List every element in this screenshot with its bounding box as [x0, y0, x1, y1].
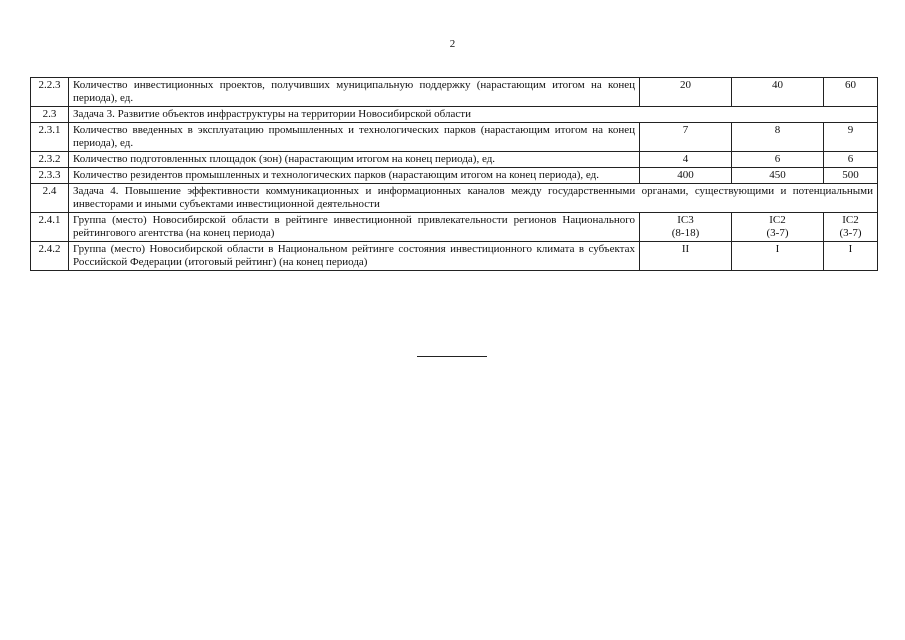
row-number: 2.3.2 [31, 152, 69, 168]
indicator-value: I [732, 242, 824, 271]
row-number: 2.3.1 [31, 123, 69, 152]
indicator-description: Количество резидентов промышленных и технологических парков (нарастающим итогом на конец периода), ед. [69, 168, 640, 184]
indicator-value: 6 [824, 152, 878, 168]
row-number: 2.3.3 [31, 168, 69, 184]
table-row [31, 168, 878, 184]
indicator-value: 40 [732, 78, 824, 107]
table-row [31, 107, 878, 123]
indicator-description: Группа (место) Новосибирской области в рейтинге инвестиционной привлекательности регионов Национального рейтингового агентства (на конец периода) [69, 213, 640, 242]
indicator-value: 60 [824, 78, 878, 107]
indicator-value: 7 [640, 123, 732, 152]
indicator-description: Количество инвестиционных проектов, получивших муниципальную поддержку (нарастающим итогом на конец периода), ед. [69, 78, 640, 107]
indicator-value: II [640, 242, 732, 271]
indicator-value: 20 [640, 78, 732, 107]
row-number: 2.4 [31, 184, 69, 213]
indicator-value: 9 [824, 123, 878, 152]
row-number: 2.3 [31, 107, 69, 123]
indicator-value: IC3 (8-18) [640, 213, 732, 242]
indicator-value: 8 [732, 123, 824, 152]
table-row [31, 184, 878, 213]
page-number: 2 [449, 38, 456, 50]
indicator-value: 400 [640, 168, 732, 184]
table-row [31, 123, 878, 152]
indicator-description: Группа (место) Новосибирской области в Национальном рейтинге состояния инвестиционного климата в субъектах Российской Федерации (итоговый рейтинг) (на конец периода) [69, 242, 640, 271]
footer-separator-line [417, 356, 487, 357]
task-heading: Задача 3. Развитие объектов инфраструктуры на территории Новосибирской области [69, 107, 878, 123]
indicator-value: I [824, 242, 878, 271]
row-number: 2.4.1 [31, 213, 69, 242]
table-row [31, 152, 878, 168]
row-number: 2.2.3 [31, 78, 69, 107]
indicator-description: Количество подготовленных площадок (зон) (нарастающим итогом на конец периода), ед. [69, 152, 640, 168]
table-row [31, 78, 878, 107]
indicator-value: 6 [732, 152, 824, 168]
indicators-table [30, 77, 878, 271]
indicator-value: 450 [732, 168, 824, 184]
row-number: 2.4.2 [31, 242, 69, 271]
indicator-value: IC2 (3-7) [824, 213, 878, 242]
indicators-table-body [31, 78, 878, 271]
indicator-value: IC2 (3-7) [732, 213, 824, 242]
indicator-description: Количество введенных в эксплуатацию промышленных и технологических парков (нарастающим итогом на конец периода), ед. [69, 123, 640, 152]
indicator-value: 4 [640, 152, 732, 168]
table-row [31, 213, 878, 242]
table-row [31, 242, 878, 271]
indicator-value: 500 [824, 168, 878, 184]
task-heading: Задача 4. Повышение эффективности коммуникационных и информационных каналов между государственными органами, существующими и потенциальными инвесторами и иными субъектами инвестиционной деятельности [69, 184, 878, 213]
